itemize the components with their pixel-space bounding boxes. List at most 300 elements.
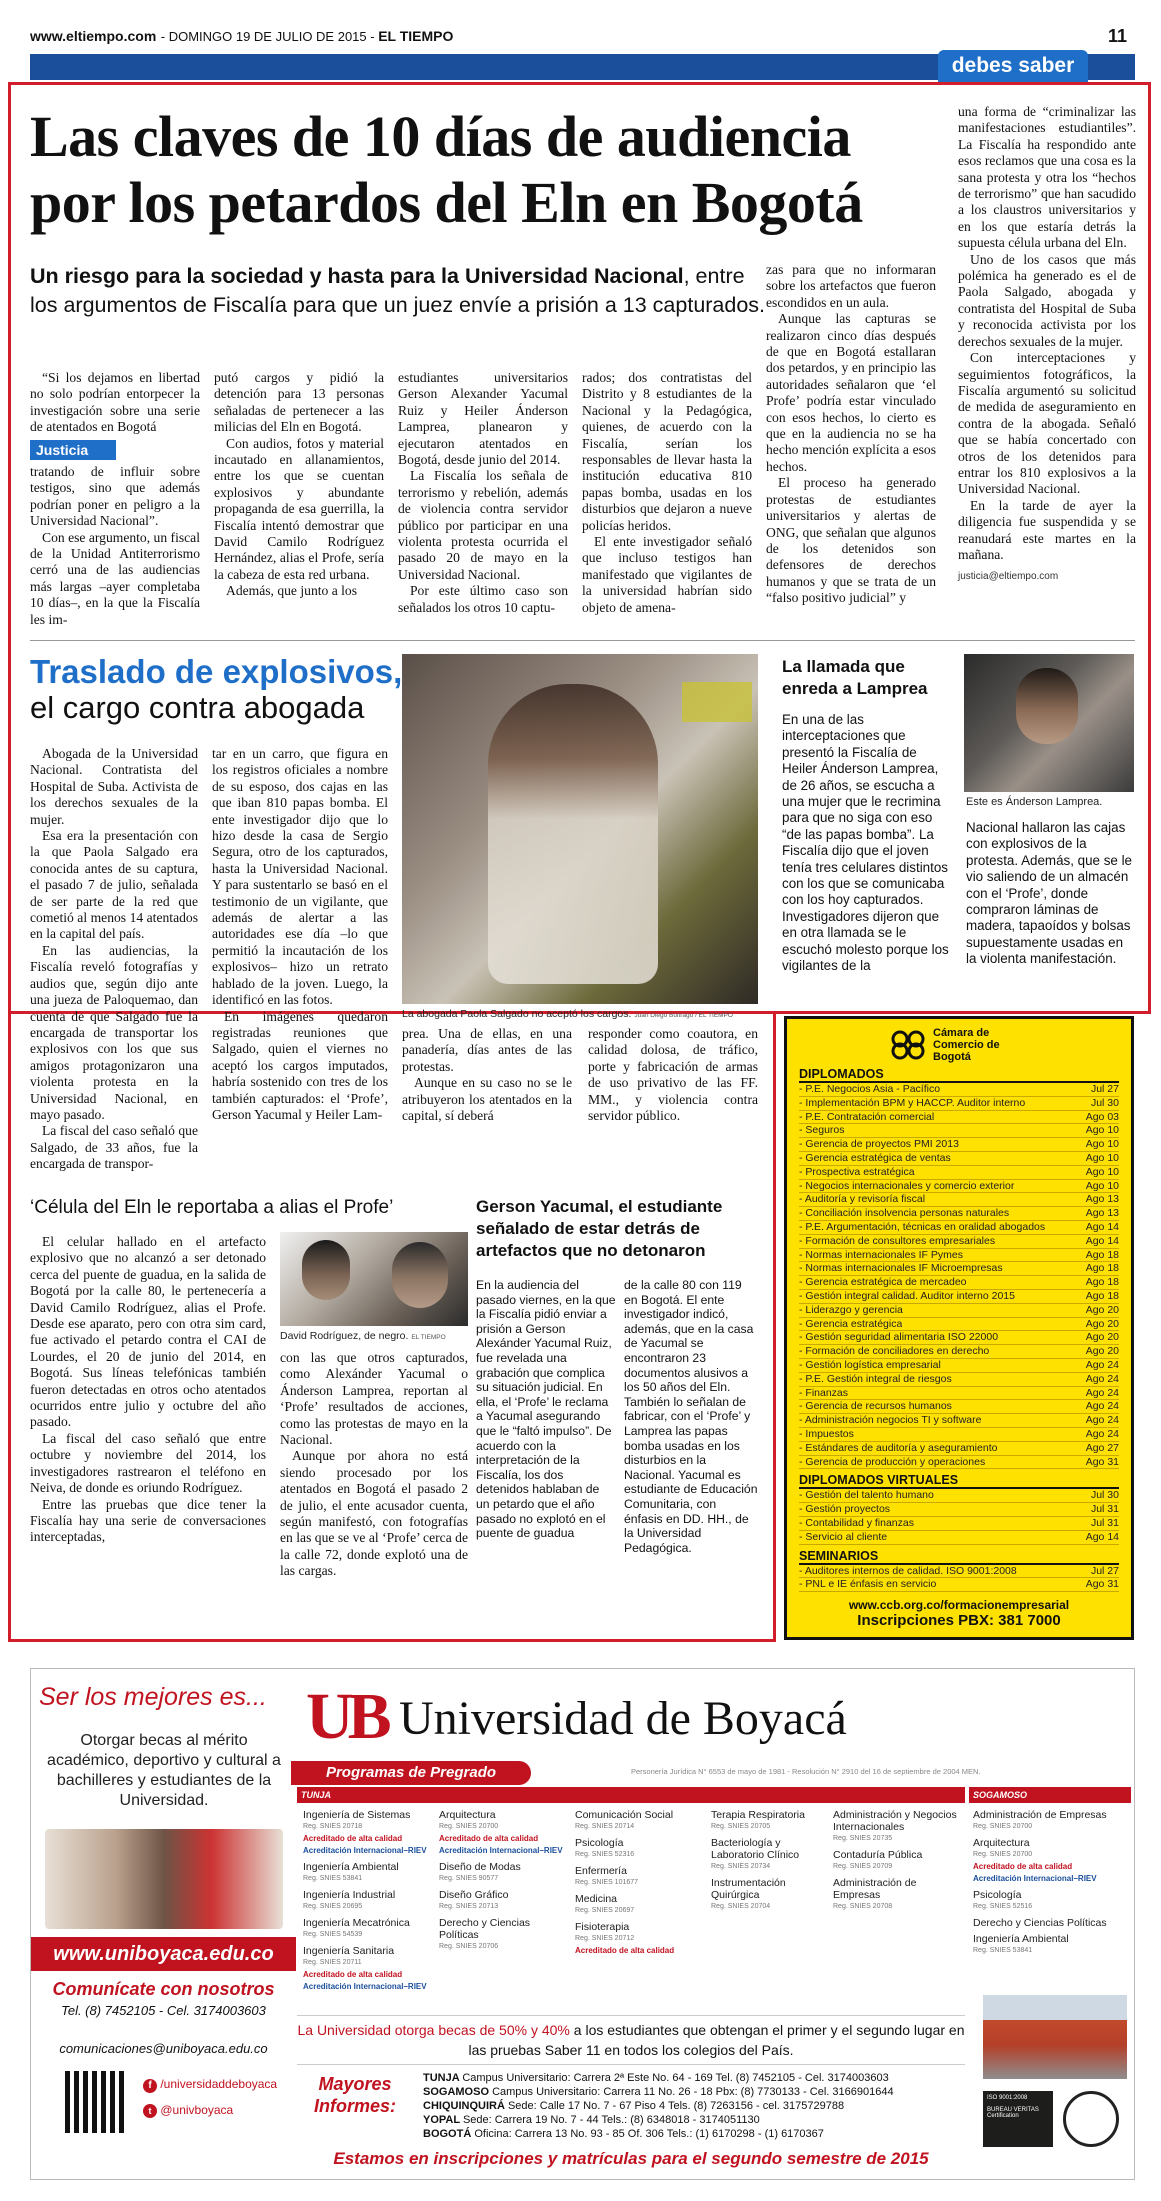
ccb-course-name: - Administración negocios TI y software <box>799 1414 982 1427</box>
ccb-course-name: - Gerencia estratégica de mercadeo <box>799 1276 967 1289</box>
ccb-course-date: Jul 30 <box>1090 1489 1119 1502</box>
ub-program-reg: Reg. SNIES 52516 <box>973 1903 1033 1910</box>
ub-program-reg: Reg. SNIES 20734 <box>711 1863 771 1870</box>
ub-sede-line <box>423 2113 983 2127</box>
ub-program-accreditation: Acreditado de alta calidad <box>303 1834 403 1843</box>
ub-program-reg: Reg. SNIES 20704 <box>711 1903 771 1910</box>
ccb-course-date: Ago 18 <box>1085 1276 1119 1289</box>
main-col2-para2: Con audios, fotos y material incautado en allanamientos, entre los que se cuentan explosivos y abundante propaganda de esa guerrilla, la Fiscalía intentó demostrar que David Camilo Rodríguez Hernández, alias el Profe, sería la cabeza de esta red urbana. <box>214 435 384 582</box>
main-col2-para3: Además, que junto a los <box>226 583 358 599</box>
section-divider <box>30 640 1135 641</box>
ub-program-accreditation: Acreditado de alta calidad <box>439 1834 539 1843</box>
ccb-course-date: Ago 10 <box>1085 1151 1119 1164</box>
celula-title: ‘Célula del Eln le reportaba a alias el Profe’ <box>30 1197 394 1218</box>
ub-tunja-bar: TUNJA <box>297 1787 965 1803</box>
ub-program-reg: Reg. SNIES 20700 <box>973 1823 1033 1830</box>
ccb-course-row <box>799 1111 1119 1125</box>
yacumal-title: Gerson Yacumal, el estudiante señalado de estar detrás de artefactos que no detonaron <box>476 1197 723 1260</box>
ub-web-banner[interactable]: www.uniboyaca.edu.co <box>31 1937 296 1971</box>
yacumal-col-1: En la audiencia del pasado viernes, en la que la Fiscalía pidió enviar a prisión a Gerson Alexánder Yacumal Ruiz, fue revelada una grabación que complica su situación judicial. En ella, el ‘Profe’ le reclama a Yacumal asegurando que le “faltó impulso”. De acuerdo con la interpretación de la Fiscalía, los dos detenidos hablaban de un petardo que el año pasado no explotó en el puente de guadua <box>476 1278 616 1541</box>
subhead-rest: , entre <box>683 264 745 288</box>
ccb-course-row <box>799 1290 1119 1304</box>
ub-program-reg: Reg. SNIES 20713 <box>439 1903 499 1910</box>
ccb-course-date: Ago 27 <box>1085 1441 1119 1454</box>
ccb-course-date: Ago 31 <box>1085 1455 1119 1468</box>
celula-col2-para2: Aunque por ahora no está siendo procesado por los atentados en Bogotá el pasado 2 de julio, el ente acusador cuenta, según manifestó, con fotografías en las que se ve al ‘Profe’ cerca de la calle 72, donde explotó una de las cargas. <box>280 1448 468 1579</box>
ub-contact-email[interactable]: comunicaciones@uniboyaca.edu.co <box>59 2041 268 2056</box>
ccb-course-row <box>799 1180 1119 1194</box>
ccb-section-virtuales: DIPLOMADOS VIRTUALES <box>799 1473 1119 1489</box>
ub-sede-line <box>423 2099 983 2113</box>
celula-col-1 <box>30 1234 266 1546</box>
ub-program-name: Diseño de Modas <box>439 1861 521 1873</box>
ub-programs-col-2 <box>439 1809 569 1957</box>
ccb-course-name: - P.E. Argumentación, técnicas en oralidad abogados <box>799 1220 1046 1233</box>
ub-facebook[interactable]: f /universidaddeboyaca <box>143 2077 277 2093</box>
celula-col1-para1: El celular hallado en el artefacto explosivo que no alcanzó a ser detonado cerca del puente de guadua, en la salida de Bogotá por la calle 80, le pertenecería a David Camilo Rodríguez, alias el Profe. Desde ese aparato, pero con otra sim card, fue activado el petardo contra el CAI de Lourdes, el 20 de junio del 2014, en Bogotá. Sus líneas telefónicas también fueron detectadas en otros ocho atentados ocurridos entre julio y octubre del año pasado. <box>30 1234 266 1430</box>
ccb-course-date: Ago 10 <box>1085 1138 1119 1151</box>
ccb-course-row <box>799 1097 1119 1111</box>
ccb-course-name: - Gestión proyectos <box>799 1503 891 1516</box>
lamprea-body-a: En una de las interceptaciones que presentó la Fiscalía de Heiler Ánderson Lamprea, de 26 años, se escucha a una mujer que le recrimina para que no siga con eso “de las papas bomba”. La Fiscalía dijo que el joven tenía tres celulares distintos con los que se comunicaba con los hoy capturados. Investigadores dijeron que en otra llamada se le escuchó molesto porque los vigilantes de la <box>782 712 949 974</box>
photo-lamprea-face <box>1016 668 1078 744</box>
ccb-course-date: Ago 14 <box>1085 1234 1119 1247</box>
ub-program-reg: Reg. SNIES 90577 <box>439 1875 499 1882</box>
ccb-course-row <box>799 1276 1119 1290</box>
ccb-course-name: - Gestión del talento humano <box>799 1489 934 1502</box>
ub-program-name: Ingeniería Sanitaria <box>303 1945 395 1957</box>
iso-label: ISO 9001:2008 <box>987 2095 1028 2101</box>
ub-program <box>973 1933 1129 1957</box>
ub-program <box>973 1889 1129 1913</box>
ccb-course-date: Ago 10 <box>1085 1165 1119 1178</box>
traslado-col4-para1: responder como coautora, en calidad dolosa, de tráfico, porte y fabricación de armas de uso privativo de las FF. MM., y violencia contra servidor público. <box>588 1026 758 1124</box>
ccb-course-date: Ago 18 <box>1085 1289 1119 1302</box>
ub-program-name: Enfermería <box>575 1865 627 1877</box>
traslado-col1-para2: Esa era la presentación con la que Paola Salgado era conocida antes de su captura, el pasado 7 de julio, señalada de ser parte de la red que cometió al menos 14 atentados en la capital del país. <box>30 828 198 942</box>
ub-program-name: Ingeniería Industrial <box>303 1889 396 1901</box>
main-col-6 <box>958 104 1136 586</box>
masthead-site[interactable]: www.eltiempo.com <box>30 28 157 44</box>
main-col-2 <box>214 370 384 600</box>
ub-program-name: Ingeniería Ambiental <box>973 1933 1069 1945</box>
ccb-course-row <box>799 1262 1119 1276</box>
ccb-course-date: Ago 20 <box>1085 1331 1119 1344</box>
main-headline <box>30 104 950 236</box>
ub-sede-text: Campus Universitario: Carrera 11 No. 26 - 18 Pbx: (8) 7730133 - Cel. 3166901644 <box>492 2086 894 2098</box>
celula-col-2 <box>280 1350 468 1580</box>
ccb-course-row <box>799 1503 1119 1517</box>
headline-line-2: por los petardos del Eln en Bogotá <box>30 170 863 235</box>
ub-sede-city: TUNJA <box>423 2072 463 2084</box>
traslado-col2-para1: tar en un carro, que figura en los registros oficiales a nombre de su esposo, dos cajas en las que iban 810 papas bomba. El ente investigador dijo que lo hizo desde la casa de Sergio Segura, otro de los capturados, hasta la Universidad Nacional. Y para sustentarlo se basó en el testimonio de un vigilante, que además de alertar a las autoridades ese día –lo que permitió la incautación de los explosivos– hizo un retrato hablado de la joven. Luego, la identificó en las fotos. <box>212 746 388 1008</box>
ub-sede-city: SOGAMOSO <box>423 2086 493 2098</box>
ub-programs-col-sogamoso <box>973 1809 1129 1961</box>
ccb-course-date: Ago 24 <box>1085 1358 1119 1371</box>
ccb-course-name: - Conciliación insolvencia personas naturales <box>799 1207 1010 1220</box>
main-col6-para3: Con interceptaciones y seguimientos fotográficos, la Fiscalía argumentó su solicitud de medida de aseguramiento en contra de la abogada. Señaló que se había concertado con otros de los detenidos para entrar los 810 explosivos a la Universidad Nacional. <box>958 350 1136 497</box>
photo-anderson-lamprea <box>964 654 1134 792</box>
facebook-icon: f <box>143 2079 157 2093</box>
ccb-course-row <box>799 1489 1119 1503</box>
ub-sede-line <box>423 2085 983 2099</box>
ccb-section-diplomados: DIPLOMADOS <box>799 1067 1119 1083</box>
ccb-course-date: Ago 13 <box>1085 1207 1119 1220</box>
ub-program-name: Instrumentación Quirúrgica <box>711 1877 786 1901</box>
celula-col2-para1: con las que otros capturados, como Alexánder Yacumal o Ánderson Lamprea, reportan al ‘Profe’ resultados de acciones, como las protestas de mayo en la Nacional. <box>280 1350 468 1448</box>
section-tab-debes-saber[interactable]: debes saber <box>938 50 1088 82</box>
ccb-course-row <box>799 1207 1119 1221</box>
main-col5-para3: El proceso ha generado protestas de estudiantes universitarios y alertas de ONG, que señalan que algunos de los detenidos son defensores de derechos humanos y que se trata de un “falso positivo judicial” y <box>766 475 936 606</box>
ub-program <box>439 1889 569 1913</box>
bv-label: BUREAU VERITAS Certification <box>987 2107 1039 2119</box>
ccb-course-row <box>799 1124 1119 1138</box>
ub-program <box>439 1809 569 1857</box>
ccb-course-date: Ago 10 <box>1085 1179 1119 1192</box>
main-col-1 <box>30 370 200 628</box>
ub-sede-city: BOGOTÁ <box>423 2128 475 2140</box>
ccb-course-row <box>799 1578 1119 1592</box>
ub-program-name: Medicina <box>575 1893 618 1905</box>
photo-sign-text <box>682 682 752 722</box>
photo-figure-silhouette <box>488 684 658 984</box>
ccb-course-row <box>799 1331 1119 1345</box>
traslado-title <box>30 654 410 726</box>
ccb-phone: Inscripciones PBX: 381 7000 <box>857 1612 1061 1630</box>
ccb-course-date: Ago 03 <box>1085 1110 1119 1123</box>
ub-program-name: Derecho y Ciencias Políticas <box>973 1917 1107 1929</box>
ub-becas-red: La Universidad otorga becas de 50% y 40% <box>297 2022 570 2038</box>
ub-programs-col-4 <box>711 1809 827 1917</box>
ub-sede-line <box>423 2127 983 2141</box>
ccb-course-date: Jul 27 <box>1090 1564 1119 1577</box>
ub-program-reg: Reg. SNIES 20705 <box>711 1823 771 1830</box>
ccb-brand: Cámara de Comercio de Bogotá <box>933 1027 1000 1063</box>
author-email[interactable]: justicia@eltiempo.com <box>958 571 1059 583</box>
ub-closing: Estamos en inscripciones y matrículas para el segundo semestre de 2015 <box>333 2149 929 2168</box>
ccb-list-diplomados <box>799 1083 1119 1469</box>
ccb-url[interactable]: www.ccb.org.co/formacionempresarial <box>848 1598 1070 1613</box>
masthead-paper: EL TIEMPO <box>378 28 454 44</box>
ub-programs-col-1 <box>303 1809 433 1997</box>
ccb-course-row <box>799 1387 1119 1401</box>
ub-program <box>973 1837 1129 1885</box>
main-col5-para1: zas para que no informaran sobre los artefactos que fueron escondidos en un aula. <box>766 262 936 310</box>
ub-bv-seal-icon <box>1063 2091 1119 2147</box>
ccb-course-row <box>799 1565 1119 1579</box>
ub-sedes-list <box>423 2071 983 2141</box>
photo-caption-paola: La abogada Paola Salgado no aceptó los cargos. Juan Diego Buitrago / EL TIEMPO <box>402 1008 733 1020</box>
photo-david-face <box>302 1240 350 1300</box>
ccb-course-row <box>799 1138 1119 1152</box>
photo-other-face <box>392 1242 448 1308</box>
ccb-course-name: - Seguros <box>799 1124 845 1137</box>
ub-contact-title: Comunícate con nosotros <box>52 1979 275 1999</box>
ccb-course-name: - Servicio al cliente <box>799 1530 888 1543</box>
main-col-3 <box>398 370 568 616</box>
ccb-course-row <box>799 1249 1119 1263</box>
ub-students-photo <box>45 1829 283 1929</box>
ccb-course-name: - Gerencia estratégica <box>799 1317 903 1330</box>
ccb-course-date: Ago 24 <box>1085 1414 1119 1427</box>
ub-program-name: Fisioterapia <box>575 1921 630 1933</box>
ub-logo-mark: UB <box>306 1680 386 1753</box>
ccb-course-date: Ago 24 <box>1085 1372 1119 1385</box>
ccb-course-name: - Finanzas <box>799 1386 849 1399</box>
ub-program <box>711 1877 827 1913</box>
ccb-course-date: Ago 20 <box>1085 1345 1119 1358</box>
ub-legal: Personería Jurídica N° 6553 de mayo de 1981 - Resolución N° 2910 del 16 de septiembre de 2004 MEN. <box>631 1767 981 1776</box>
main-col6-para2: Uno de los casos que más polémica ha generado es el de Paola Salgado, abogada y contratista del Hospital de Suba y reconocida activista por los derechos sexuales de la mujer. <box>958 251 1136 349</box>
ccb-course-name: - Normas internacionales IF Pymes <box>799 1248 963 1261</box>
ccb-course-date: Ago 13 <box>1085 1193 1119 1206</box>
ccb-course-row <box>799 1221 1119 1235</box>
ub-program-name: Contaduría Pública <box>833 1849 923 1861</box>
ccb-course-name: - Negocios internacionales y comercio exterior <box>799 1179 1015 1192</box>
ccb-course-row <box>799 1345 1119 1359</box>
ub-program <box>973 1917 1129 1929</box>
ccb-course-date: Ago 24 <box>1085 1400 1119 1413</box>
ub-building-photo <box>983 1995 1127 2079</box>
traslado-col-1 <box>30 746 198 1173</box>
ccb-course-name: - PNL e IE énfasis en servicio <box>799 1578 937 1591</box>
ub-program-reg: Reg. SNIES 52316 <box>575 1851 635 1858</box>
section-label-justicia[interactable]: Justicia <box>30 440 116 460</box>
ub-program-accreditation-intl: Acreditación Internacional–RIEV <box>439 1846 563 1855</box>
ccb-course-name: - Gestión integral calidad. Auditor interno 2015 <box>799 1289 1015 1302</box>
ub-program-reg: Reg. SNIES 20708 <box>833 1903 893 1910</box>
main-col-5 <box>766 262 936 607</box>
ccb-course-row <box>799 1304 1119 1318</box>
main-col3-para2: La Fiscalía los señala de terrorismo y rebelión, además de violencia contra servidor público por participar en una violenta protesta ocurrida el pasado 20 de mayo en la Universidad Nacional. <box>398 468 568 582</box>
traslado-title-blue: Traslado de explosivos, <box>30 653 403 690</box>
main-col-4 <box>582 370 752 616</box>
ccb-course-name: - Gerencia estratégica de ventas <box>799 1151 951 1164</box>
photo-caption-david: David Rodríguez, de negro. EL TIEMPO <box>280 1330 446 1342</box>
ub-sede-city: CHIQUINQUIRÁ <box>423 2100 508 2112</box>
ub-program-name: Administración y Negocios Internacionales <box>833 1809 957 1833</box>
ccb-course-name: - Gerencia de producción y operaciones <box>799 1455 986 1468</box>
photo-credit-david: EL TIEMPO <box>411 1334 446 1341</box>
ub-program-reg: Reg. SNIES 20700 <box>439 1823 499 1830</box>
ccb-logo-icon <box>889 1030 927 1060</box>
ccb-course-date: Ago 18 <box>1085 1262 1119 1275</box>
ccb-course-row <box>799 1152 1119 1166</box>
ub-sede-text: Oficina: Carrera 13 No. 93 - 85 Of. 306 Tels.: (1) 6170298 - (1) 6170367 <box>474 2128 824 2140</box>
ub-program <box>973 1809 1129 1833</box>
traslado-col3-para1: prea. Una de ellas, en una panadería, días antes de las protestas. <box>402 1026 572 1074</box>
main-col2-para1: putó cargos y pidió la detención para 13 personas señaladas de pertenecer a las milicias del Eln en Bogotá. <box>214 370 384 435</box>
ub-program-name: Administración de Empresas <box>973 1809 1107 1821</box>
ccb-course-name: - Gerencia de recursos humanos <box>799 1400 952 1413</box>
ub-program <box>303 1889 433 1913</box>
ccb-section-seminarios: SEMINARIOS <box>799 1549 1119 1565</box>
ccb-course-date: Ago 24 <box>1085 1427 1119 1440</box>
traslado-col-3 <box>402 1026 572 1124</box>
ub-program-reg: Reg. SNIES 20718 <box>303 1823 363 1830</box>
ub-sede-line <box>423 2071 983 2085</box>
main-col3-para3: Por este último caso son señalados los otros 10 captu- <box>398 583 568 615</box>
traslado-col3-para2: Aunque en su caso no se le atribuyeron los atentados en la capital, sí deberá <box>402 1075 572 1124</box>
ccb-course-row <box>799 1083 1119 1097</box>
twitter-icon: t <box>143 2104 157 2118</box>
ccb-course-date: Ago 31 <box>1085 1578 1119 1591</box>
ub-twitter[interactable]: t @univboyaca <box>143 2103 233 2118</box>
ub-iso-badge <box>983 2091 1053 2147</box>
ub-program-name: Derecho y Ciencias Políticas <box>439 1917 531 1941</box>
yacumal-col-2: de la calle 80 con 119 en Bogotá. El ente investigador indicó, además, que en la casa de Yacumal se encontraron 23 documentos alusivos a los 50 años del Eln. También lo señalan de fabricar, con el ‘Profe’ y Lamprea las papas bomba usadas en los disturbios en la Nacional. Yacumal es estudiante de Educación Comunitaria, con énfasis en DD. HH., de la Universidad Pedagógica. <box>624 1278 758 1555</box>
ub-program-accreditation-intl: Acreditación Internacional–RIEV <box>303 1846 427 1855</box>
ub-sogamoso-bar: SOGAMOSO <box>969 1787 1131 1803</box>
main-col3-para1: estudiantes universitarios Gerson Alexander Yacumal Ruiz y Heiler Ánderson Lamprea, planearon y ejecutaron atentados en Bogotá, desde junio del 2014. <box>398 370 568 468</box>
ub-programs-col-5 <box>833 1809 961 1917</box>
ub-program <box>575 1893 705 1917</box>
photo-credit-paola: Juan Diego Buitrago / EL TIEMPO <box>634 1012 733 1019</box>
ccb-course-date: Jul 30 <box>1090 1096 1119 1109</box>
ccb-course-row <box>799 1442 1119 1456</box>
ccb-course-name: - P.E. Negocios Asia - Pacífico <box>799 1083 941 1095</box>
ccb-list-virtuales <box>799 1489 1119 1544</box>
ub-program-reg: Reg. SNIES 20712 <box>575 1935 635 1942</box>
main-col5-para2: Aunque las capturas se realizaron cinco días después de que en Bogotá estallaran dos petardos, y en principio las autoridades señalaron que ‘el Profe’ podría estar vinculado con esos hechos, lo cierto es que en la audiencia no se ha hecho mención explícita a esos hechos. <box>766 311 936 474</box>
ub-program <box>303 1861 433 1885</box>
ccb-course-date: Jul 31 <box>1090 1503 1119 1516</box>
ub-slogan: Ser los mejores es... <box>39 1683 267 1711</box>
ub-sede-text: Sede: Carrera 19 No. 7 - 44 Tels.: (8) 6348018 - 3174051130 <box>462 2114 760 2126</box>
ub-program <box>303 1809 433 1857</box>
ub-program-accreditation-intl: Acreditación Internacional–RIEV <box>303 1982 427 1991</box>
ub-sede-city: YOPAL <box>423 2114 463 2126</box>
ub-program <box>575 1921 705 1957</box>
ub-program-name: Comunicación Social <box>575 1809 674 1821</box>
ccb-course-row <box>799 1428 1119 1442</box>
ub-program <box>711 1809 827 1833</box>
ccb-course-name: - Liderazgo y gerencia <box>799 1303 903 1316</box>
ccb-course-name: - Formación de conciliadores en derecho <box>799 1345 990 1358</box>
ub-program <box>303 1917 433 1941</box>
ub-program-name: Ingeniería de Sistemas <box>303 1809 411 1821</box>
traslado-col1-para1: Abogada de la Universidad Nacional. Contratista del Hospital de Suba. Activista de los derechos sexuales de la mujer. <box>30 746 198 827</box>
traslado-col-4 <box>588 1026 758 1124</box>
subhead-bold: Un riesgo para la sociedad y hasta para la Universidad Nacional <box>30 264 684 288</box>
ub-program <box>833 1809 961 1845</box>
ub-program <box>439 1861 569 1885</box>
ccb-course-row <box>799 1373 1119 1387</box>
photo-caption-lamprea: Este es Ánderson Lamprea. <box>966 796 1103 808</box>
ccb-course-row <box>799 1414 1119 1428</box>
ccb-course-name: - Implementación BPM y HACCP. Auditor interno <box>799 1096 1026 1109</box>
ub-program <box>575 1837 705 1861</box>
ub-program-reg: Reg. SNIES 20735 <box>833 1835 893 1842</box>
ccb-list-seminarios <box>799 1565 1119 1593</box>
lamprea-title: La llamada que enreda a Lamprea <box>782 657 928 698</box>
celula-col1-para3: Entre las pruebas que dice tener la Fiscalía hay una serie de conversaciones interceptadas, <box>30 1496 266 1545</box>
ccb-course-name: - Gerencia de proyectos PMI 2013 <box>799 1138 959 1151</box>
ad-camara-comercio[interactable] <box>784 1016 1134 1640</box>
ub-program <box>711 1837 827 1873</box>
ub-program-name: Psicología <box>973 1889 1022 1901</box>
ub-program-reg: Reg. SNIES 20697 <box>575 1907 635 1914</box>
traslado-col-2 <box>212 746 388 1123</box>
ub-logo-name: Universidad de Boyacá <box>399 1692 847 1745</box>
main-col4-para2: El ente investigador señaló que incluso testigos han manifestado que vigilantes de la universidad habrían sido objeto de amena- <box>582 534 752 615</box>
headline-line-1: Las claves de 10 días de audiencia <box>30 104 851 169</box>
ub-program-name: Psicología <box>575 1837 624 1849</box>
ccb-course-row <box>799 1456 1119 1470</box>
celula-col1-para2: La fiscal del caso señaló que entre octubre y noviembre del 2014, los investigadores rastrearon el teléfono en Neiva, de donde es oriundo Rodríguez. <box>30 1430 266 1496</box>
traslado-title-black: el cargo contra abogada <box>30 690 365 725</box>
ccb-course-date: Ago 10 <box>1085 1124 1119 1137</box>
ub-qr-code <box>65 2071 127 2133</box>
ub-program <box>303 1945 433 1993</box>
ub-program <box>439 1917 569 1953</box>
main-col1-para1: “Si los dejamos en libertad no solo podrían entorpecer la investigación sobre una serie de atentados en Bogotá <box>30 370 200 435</box>
ub-program-name: Arquitectura <box>973 1837 1030 1849</box>
traslado-col2-para2: En imágenes quedaron registradas reuniones que Salgado, quien el viernes no aceptó los cargos imputados, habría sostenido con tres de los también capturados: el ‘Profe’, Gerson Yacumal y Heiler Lam- <box>212 1008 388 1122</box>
ub-program <box>833 1877 961 1913</box>
ub-program-reg: Reg. SNIES 20700 <box>973 1851 1033 1858</box>
ccb-course-name: - Normas internacionales IF Microempresas <box>799 1262 1003 1275</box>
ub-pitch: Otorgar becas al mérito académico, deportivo y cultural a bachilleres y estudiantes de la Universidad. <box>47 1732 281 1809</box>
page-number: 11 <box>1107 26 1127 46</box>
ccb-course-row <box>799 1531 1119 1545</box>
ub-mayores-informes: Mayores Informes: <box>313 2074 396 2116</box>
ub-program-name: Ingeniería Ambiental <box>303 1861 399 1873</box>
main-col1-para2: tratando de influir sobre testigos, sino que además podrían poner en peligro a la Universidad Nacional”. <box>30 464 200 529</box>
ub-program-name: Ingeniería Mecatrónica <box>303 1917 410 1929</box>
ub-sede-text: Campus Universitario: Carrera 2ª Este No. 64 - 169 Tel. (8) 7452105 - Cel. 3174003603 <box>462 2072 889 2084</box>
ub-program <box>575 1865 705 1889</box>
traslado-col1-para3: En las audiencias, la Fiscalía reveló fotografías y audios que, según dijo ante una jueza de Paloquemao, dan cuenta de que Salgado fue la encargada de transportar los explosivos con los que sus amigos protagonizaron una violenta protesta en la Universidad Nacional, en mayo pasado. <box>30 942 198 1122</box>
main-col6-para4: En la tarde de ayer la diligencia fue suspendida y se reanudará este martes en la mañana. <box>958 497 1136 562</box>
main-col4-para1: rados; dos contratistas del Distrito y 8 estudiantes de la Nacional y la Pedagógica, quienes, de acuerdo con la Fiscalía, serían los responsables de llevar hasta la institución educativa 810 papas bomba, usadas en los disturbios que dejaron a nueve policías heridos. <box>582 370 752 533</box>
ad-universidad-boyaca[interactable] <box>30 1668 1135 2180</box>
ccb-course-date: Jul 31 <box>1090 1516 1119 1529</box>
ccb-course-row <box>799 1517 1119 1531</box>
ccb-course-date: Ago 24 <box>1085 1386 1119 1399</box>
ub-program-reg: Reg. SNIES 20695 <box>303 1903 363 1910</box>
ub-program-name: Diseño Gráfico <box>439 1889 509 1901</box>
ccb-course-date: Ago 14 <box>1085 1220 1119 1233</box>
lamprea-body-b: Nacional hallaron las cajas con explosivos de la protesta. Además, que se le vio saliendo de un almacén con el ‘Profe’, donde compraron láminas de madera, tapaoídos y bolsas supuestamente usadas en la violenta manifestación. <box>966 820 1132 967</box>
ccb-course-row <box>799 1359 1119 1373</box>
ccb-course-name: - Estándares de auditoría y aseguramiento <box>799 1441 998 1454</box>
ub-programs-col-3 <box>575 1809 705 1961</box>
ub-program-reg: Reg. SNIES 20706 <box>439 1943 499 1950</box>
masthead-date: - DOMINGO 19 DE JULIO DE 2015 - <box>160 29 379 44</box>
ccb-course-date: Ago 20 <box>1085 1303 1119 1316</box>
photo-paola-salgado <box>402 654 758 1004</box>
ccb-course-date: Ago 18 <box>1085 1248 1119 1261</box>
ccb-course-date: Ago 20 <box>1085 1317 1119 1330</box>
ccb-course-name: - Gestión logística empresarial <box>799 1358 941 1371</box>
masthead <box>30 28 1135 52</box>
ub-program-reg: Reg. SNIES 53841 <box>973 1947 1033 1954</box>
ccb-course-name: - Prospectiva estratégica <box>799 1165 915 1178</box>
photo-david-rodriguez <box>280 1232 468 1326</box>
ccb-course-name: - Contabilidad y finanzas <box>799 1516 914 1529</box>
ub-program-reg: Reg. SNIES 20714 <box>575 1823 635 1830</box>
ccb-course-row <box>799 1400 1119 1414</box>
ub-program-reg: Reg. SNIES 101677 <box>575 1879 639 1886</box>
ccb-course-name: - Auditoría y revisoría fiscal <box>799 1193 926 1206</box>
ccb-course-name: - Auditores internos de calidad. ISO 9001:2008 <box>799 1564 1017 1577</box>
ccb-course-name: - P.E. Gestión integral de riesgos <box>799 1372 952 1385</box>
ub-sede-text: Sede: Calle 17 No. 7 - 67 Piso 4 Tels. (8) 7263156 - cel. 3175729788 <box>507 2100 845 2112</box>
ccb-course-date: Ago 14 <box>1085 1530 1119 1543</box>
ccb-course-row <box>799 1166 1119 1180</box>
ccb-course-name: - Gestión seguridad alimentaria ISO 22000 <box>799 1331 999 1344</box>
